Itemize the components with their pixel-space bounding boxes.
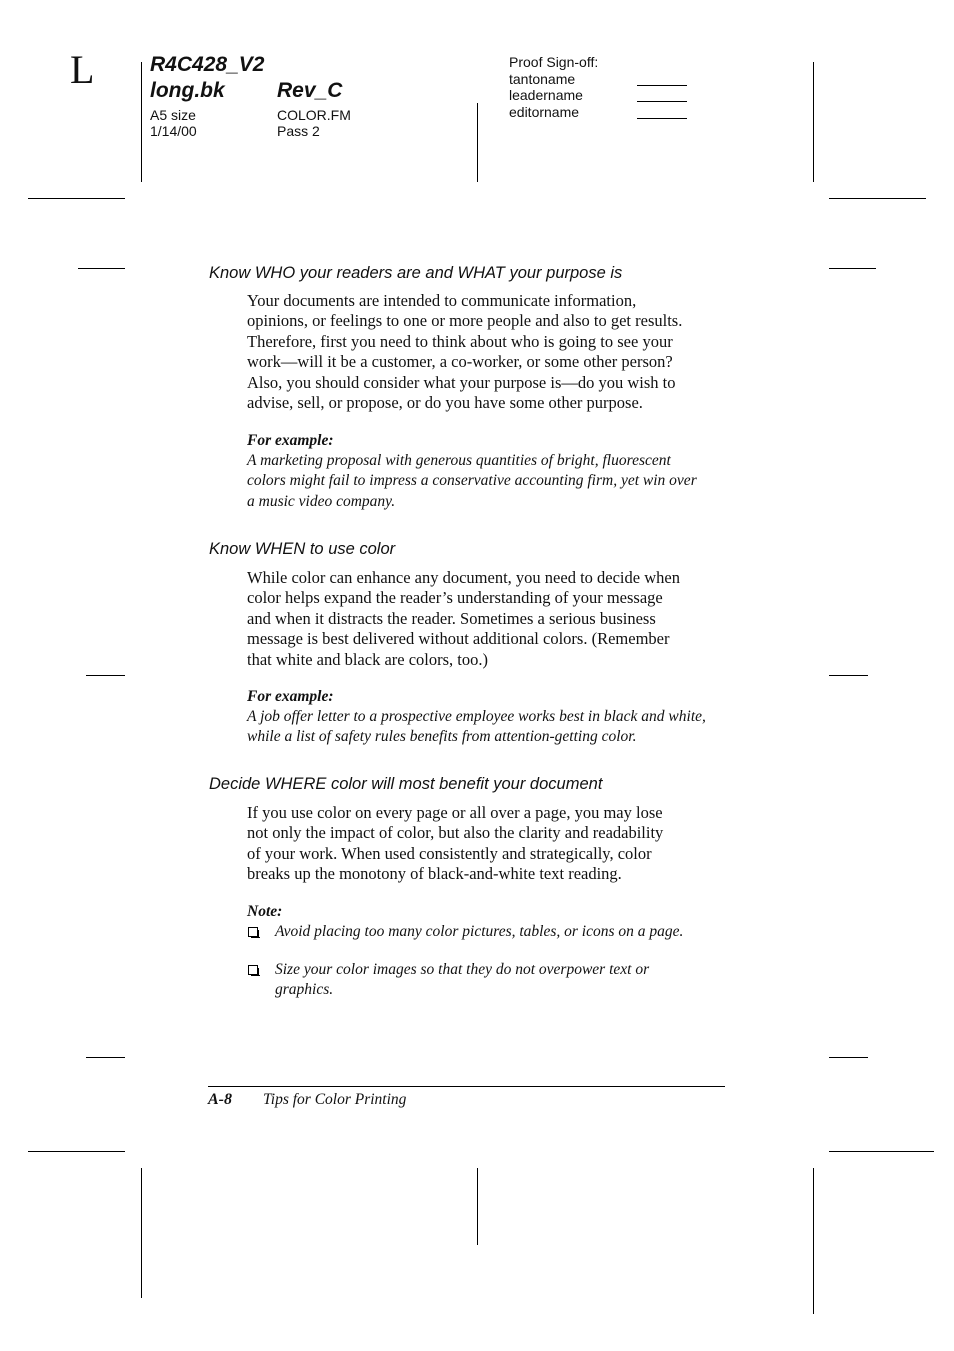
page-size: A5 size	[150, 107, 196, 123]
text-line: Size your color images so that they do not overpower text or	[275, 961, 650, 978]
doc-id: R4C428_V2	[150, 53, 265, 76]
revision: Rev_C	[277, 79, 343, 102]
example-label: For example:	[247, 688, 334, 705]
crop-mark	[78, 268, 125, 269]
text-line: work—will it be a customer, a co-worker, or some other person?	[247, 352, 673, 372]
crop-mark	[86, 1057, 125, 1058]
text-line: advise, sell, or propose, or do you have some other purpose.	[247, 393, 643, 413]
pass: Pass 2	[277, 123, 320, 139]
proof-name: editorname	[509, 104, 580, 120]
crop-mark	[829, 1057, 868, 1058]
proof-name: leadername	[509, 87, 583, 103]
example-text	[247, 451, 727, 512]
text-line: color helps expand the reader’s understanding of your message	[247, 588, 663, 608]
example-text	[247, 707, 727, 748]
crop-mark	[829, 1151, 934, 1152]
text-line: While color can enhance any document, you need to decide when	[247, 568, 680, 587]
crop-mark	[813, 62, 814, 182]
date: 1/14/00	[150, 123, 197, 139]
page-number: A-8	[208, 1091, 232, 1108]
crop-mark	[813, 1168, 814, 1314]
text-line: not only the impact of color, but also the clarity and readability	[247, 823, 664, 843]
text-line: of your work. When used consistently and strategically, color	[247, 843, 652, 863]
signoff-line	[637, 118, 687, 119]
text-line: A marketing proposal with generous quantities of bright, fluorescent	[247, 452, 671, 469]
section-heading: Know WHO your readers are and WHAT your purpose is	[209, 264, 623, 282]
corner-letter: L	[70, 47, 95, 92]
text-line: Therefore, first you need to think about who is going to see your	[247, 331, 673, 351]
running-footer-title: Tips for Color Printing	[263, 1091, 407, 1108]
text-line: and when it distracts the reader. Sometimes a serious business	[247, 608, 656, 628]
footer-rule	[208, 1086, 725, 1087]
checkbox-bullet-icon	[248, 927, 258, 937]
crop-mark	[477, 1168, 478, 1245]
text-line: that white and black are colors, too.)	[247, 649, 488, 669]
text-line: graphics.	[275, 981, 334, 999]
body-paragraph	[247, 568, 727, 670]
crop-mark	[477, 103, 478, 182]
text-line: Your documents are intended to communicate information,	[247, 291, 637, 310]
body-paragraph	[247, 803, 727, 885]
signoff-line	[637, 85, 687, 86]
body-paragraph	[247, 291, 727, 413]
crop-mark	[141, 62, 142, 182]
text-line: A job offer letter to a prospective employee works best in black and white,	[247, 708, 706, 725]
text-line: message is best delivered without additional colors. (Remember	[247, 629, 670, 649]
text-line: breaks up the monotony of black-and-white text reading.	[247, 864, 622, 884]
checkbox-bullet-icon	[248, 965, 258, 975]
text-line: Avoid placing too many color pictures, tables, or icons on a page.	[275, 923, 684, 940]
crop-mark	[86, 675, 125, 676]
note-item	[275, 922, 725, 942]
book-name: long.bk	[150, 79, 225, 102]
text-line: If you use color on every page or all over a page, you may lose	[247, 803, 663, 822]
text-line: opinions, or feelings to one or more people and also to get results.	[247, 311, 683, 331]
proof-signoff-label: Proof Sign-off:	[509, 54, 599, 70]
crop-mark	[829, 675, 868, 676]
note-item	[275, 960, 725, 1001]
proof-name: tantoname	[509, 71, 576, 87]
section-heading: Decide WHERE color will most benefit your document	[209, 775, 603, 793]
note-label: Note:	[247, 903, 283, 920]
crop-mark	[141, 1168, 142, 1298]
crop-mark	[829, 198, 926, 199]
text-line: while a list of safety rules benefits from attention-getting color.	[247, 728, 637, 746]
crop-mark	[829, 268, 876, 269]
text-line: a music video company.	[247, 492, 396, 510]
crop-mark	[28, 1151, 125, 1152]
file-name: COLOR.FM	[277, 107, 351, 123]
text-line: Also, you should consider what your purpose is—do you wish to	[247, 372, 676, 392]
crop-mark	[28, 198, 125, 199]
example-label: For example:	[247, 432, 334, 449]
section-heading: Know WHEN to use color	[209, 540, 396, 558]
text-line: colors might fail to impress a conservative accounting firm, yet win over	[247, 472, 697, 490]
signoff-line	[637, 101, 687, 102]
